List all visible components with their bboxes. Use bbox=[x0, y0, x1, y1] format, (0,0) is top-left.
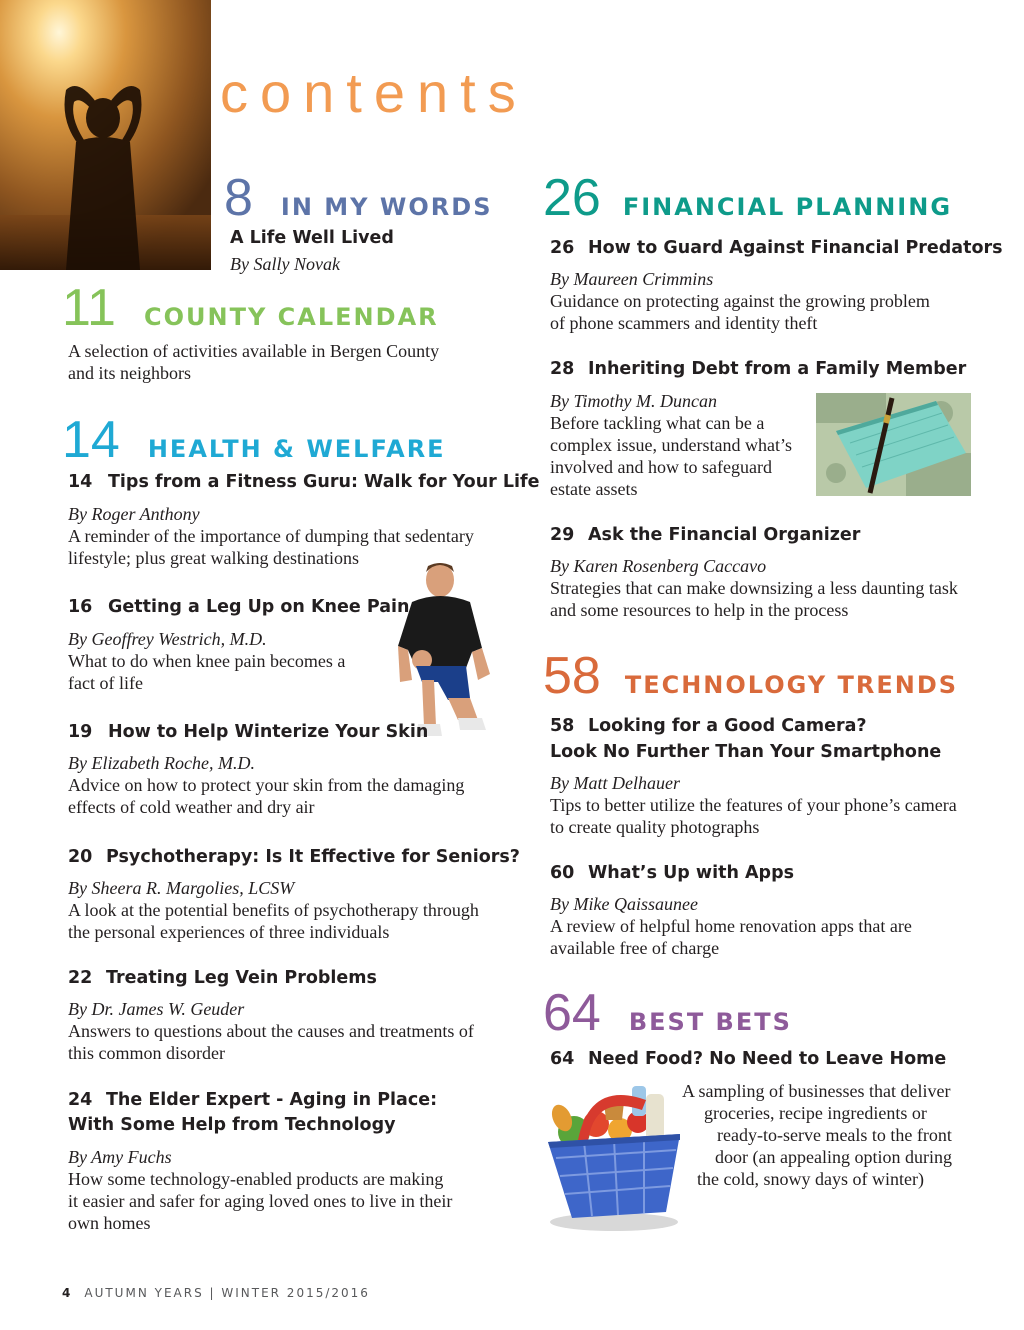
article-byline: By Karen Rosenberg Caccavo bbox=[550, 556, 767, 576]
section-number: 8 bbox=[224, 169, 253, 227]
article-page-number: 20 bbox=[68, 847, 93, 867]
footer-publication: AUTUMN YEARS | WINTER 2015/2016 bbox=[84, 1286, 370, 1300]
section-health-welfare bbox=[62, 412, 446, 468]
article-title[interactable]: 24 The Elder Expert - Aging in Place: bbox=[68, 1088, 437, 1113]
section-description: A selection of activities available in Bergen County and its neighbors bbox=[68, 341, 440, 383]
grocery-basket-photo bbox=[534, 1080, 694, 1232]
section-title: FINANCIAL PLANNING bbox=[622, 193, 953, 221]
article-page-number: 26 bbox=[550, 238, 575, 258]
article-title[interactable]: 58 Looking for a Good Camera? bbox=[550, 714, 867, 739]
money-notebook-photo bbox=[816, 393, 971, 496]
article-page-number: 16 bbox=[68, 597, 93, 617]
article-page-number: 28 bbox=[550, 359, 575, 379]
article-page-number: 19 bbox=[68, 722, 93, 742]
section-best-bets bbox=[543, 985, 792, 1041]
article-byline: By Matt Delhauer bbox=[550, 773, 680, 793]
section-county-calendar bbox=[62, 280, 439, 336]
footer-page-number: 4 bbox=[62, 1286, 73, 1300]
article-title[interactable]: 14 Tips from a Fitness Guru: Walk for Your Life bbox=[68, 470, 540, 495]
article-description: How some technology-enabled products are making it easier and safer for aging loved ones to live in their own homes bbox=[68, 1169, 453, 1233]
article-title-line2[interactable]: Look No Further Than Your Smartphone bbox=[550, 742, 942, 762]
article-title[interactable]: 16 Getting a Leg Up on Knee Pain bbox=[68, 595, 409, 620]
sunset-photo bbox=[0, 0, 211, 270]
section-title: BEST BETS bbox=[628, 1008, 792, 1036]
section-number: 26 bbox=[543, 169, 601, 227]
article-description: Answers to questions about the causes and treatments of this common disorder bbox=[68, 1021, 474, 1063]
article-description: Guidance on protecting against the growing problem of phone scammers and identity theft bbox=[550, 291, 930, 333]
page-footer bbox=[62, 1286, 370, 1300]
article-page-number: 58 bbox=[550, 716, 575, 736]
section-title: HEALTH & WELFARE bbox=[147, 435, 446, 463]
article-title[interactable]: 29 Ask the Financial Organizer bbox=[550, 523, 860, 548]
article-title[interactable]: 20 Psychotherapy: Is It Effective for Seniors? bbox=[68, 845, 520, 870]
article-description: A reminder of the importance of dumping that sedentary lifestyle; plus great walking destinations bbox=[68, 526, 474, 568]
article-page-number: 60 bbox=[550, 863, 575, 883]
section-in-my-words bbox=[224, 170, 492, 226]
article-description: What to do when knee pain becomes a fact of life bbox=[68, 651, 346, 693]
section-number: 64 bbox=[543, 984, 601, 1042]
article-byline: By Elizabeth Roche, M.D. bbox=[68, 753, 255, 773]
article-byline: By Mike Qaissaunee bbox=[550, 894, 698, 914]
article-title[interactable]: 22 Treating Leg Vein Problems bbox=[68, 966, 377, 991]
article-page-number: 64 bbox=[550, 1049, 575, 1069]
knee-pain-photo bbox=[378, 558, 498, 740]
article-byline: By Sheera R. Margolies, LCSW bbox=[68, 878, 295, 898]
section-title: COUNTY CALENDAR bbox=[143, 303, 439, 331]
section-title: IN MY WORDS bbox=[280, 193, 493, 221]
page-title: contents bbox=[220, 61, 528, 124]
article-description: Tips to better utilize the features of your phone’s camera to create quality photographs bbox=[550, 795, 957, 837]
section-number: 11 bbox=[62, 279, 116, 337]
article-page-number: 22 bbox=[68, 968, 93, 988]
article-byline: By Maureen Crimmins bbox=[550, 269, 714, 289]
article-description: A look at the potential benefits of psychotherapy through the personal experiences of three individuals bbox=[68, 900, 479, 942]
article-description: A review of helpful home renovation apps that are available free of charge bbox=[550, 916, 912, 958]
article-byline: By Amy Fuchs bbox=[68, 1147, 172, 1167]
article-description: A sampling of businesses that deliver groceries, recipe ingredients or ready-to-serve meals to the front door (an appealing option during the cold, snowy days of winter) bbox=[682, 1081, 952, 1189]
article-title[interactable]: A Life Well Lived bbox=[230, 228, 394, 248]
article-page-number: 14 bbox=[68, 472, 93, 492]
article-description: Strategies that can make downsizing a less daunting task and some resources to help in the process bbox=[550, 578, 958, 620]
section-financial-planning bbox=[543, 170, 952, 226]
article-byline: By Sally Novak bbox=[230, 254, 340, 274]
section-number: 58 bbox=[543, 647, 601, 705]
article-title[interactable]: 26 How to Guard Against Financial Predators bbox=[550, 236, 1003, 261]
article-byline: By Roger Anthony bbox=[68, 504, 200, 524]
article-byline: By Timothy M. Duncan bbox=[550, 391, 717, 411]
section-technology-trends bbox=[543, 648, 958, 704]
section-title: TECHNOLOGY TRENDS bbox=[624, 671, 959, 699]
article-page-number: 24 bbox=[68, 1090, 93, 1110]
article-byline: By Dr. James W. Geuder bbox=[68, 999, 245, 1019]
article-title-line2[interactable]: With Some Help from Technology bbox=[68, 1115, 396, 1135]
article-page-number: 29 bbox=[550, 525, 575, 545]
article-description: Advice on how to protect your skin from the damaging effects of cold weather and dry air bbox=[68, 775, 465, 817]
article-title[interactable]: 60 What’s Up with Apps bbox=[550, 861, 794, 886]
article-title[interactable]: 19 How to Help Winterize Your Skin bbox=[68, 720, 428, 745]
article-byline: By Geoffrey Westrich, M.D. bbox=[68, 629, 267, 649]
article-description: Before tackling what can be a complex issue, understand what’s involved and how to safeguard estate assets bbox=[550, 413, 792, 499]
article-title[interactable]: 64 Need Food? No Need to Leave Home bbox=[550, 1047, 946, 1072]
section-number: 14 bbox=[62, 411, 120, 469]
article-title[interactable]: 28 Inheriting Debt from a Family Member bbox=[550, 357, 966, 382]
